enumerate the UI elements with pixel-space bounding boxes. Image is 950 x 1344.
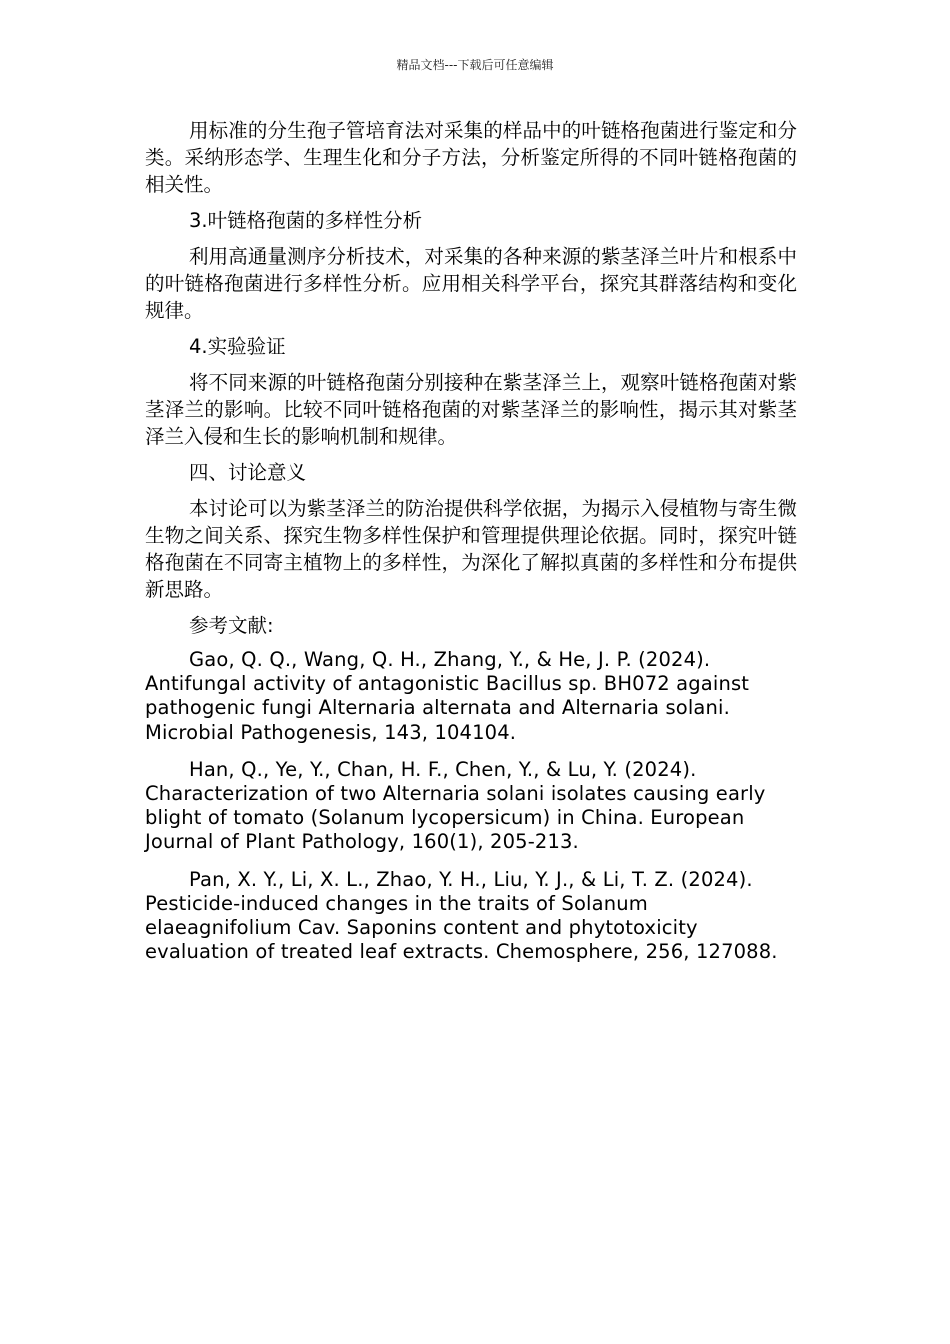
section-heading-experiment: 4.实验验证 bbox=[189, 335, 286, 358]
document-body bbox=[145, 117, 797, 977]
section-heading-discussion: 四、讨论意义 bbox=[189, 461, 307, 484]
section-heading-diversity-analysis: 3.叶链格孢菌的多样性分析 bbox=[189, 209, 423, 232]
reference-item: Gao, Q. Q., Wang, Q. H., Zhang, Y., & He, J. P. (2024). Antifungal activity of antagonistic Bacillus sp. BH072 against pathogenic fungi Alternaria alternata and Alternaria solani. Microbial Pathogenesis, 143, 104104. bbox=[145, 648, 750, 744]
page-header: 精品文档---下载后可任意编辑 bbox=[396, 58, 554, 72]
paragraph-experiment: 将不同来源的叶链格孢菌分别接种在紫茎泽兰上，观察叶链格孢菌对紫茎泽兰的影响。比较不同叶链格孢菌的对紫茎泽兰的影响性，揭示其对紫茎泽兰入侵和生长的影响机制和规律。 bbox=[145, 371, 797, 448]
reference-item: Han, Q., Ye, Y., Chan, H. F., Chen, Y., & Lu, Y. (2024). Characterization of two Alternaria solani isolates causing early blight of tomato (Solanum lycopersicum) in China. European Journal of Plant Pathology, 160(1), 205-213. bbox=[145, 757, 766, 854]
references-heading: 参考文献: bbox=[189, 614, 274, 637]
paragraph-discussion: 本讨论可以为紫茎泽兰的防治提供科学依据，为揭示入侵植物与寄生微生物之间关系、探究生物多样性保护和管理提供理论依据。同时，探究叶链格孢菌在不同寄主植物上的多样性，为深化了解拟真菌的多样性和分布提供新思路。 bbox=[145, 497, 797, 601]
paragraph-diversity-analysis: 利用高通量测序分析技术，对采集的各种来源的紫茎泽兰叶片和根系中的叶链格孢菌进行多样性分析。应用相关科学平台，探究其群落结构和变化规律。 bbox=[145, 245, 797, 322]
reference-item: Pan, X. Y., Li, X. L., Zhao, Y. H., Liu, Y. J., & Li, T. Z. (2024). Pesticide-induced changes in the traits of Solanum elaeagnifolium Cav. Saponins content and phytotoxicity evaluation of treated leaf extracts. Chemosphere, 256, 127088. bbox=[145, 867, 778, 964]
paragraph-identification: 用标准的分生孢子管培育法对采集的样品中的叶链格孢菌进行鉴定和分类。采纳形态学、生理生化和分子方法，分析鉴定所得的不同叶链格孢菌的相关性。 bbox=[145, 119, 797, 196]
